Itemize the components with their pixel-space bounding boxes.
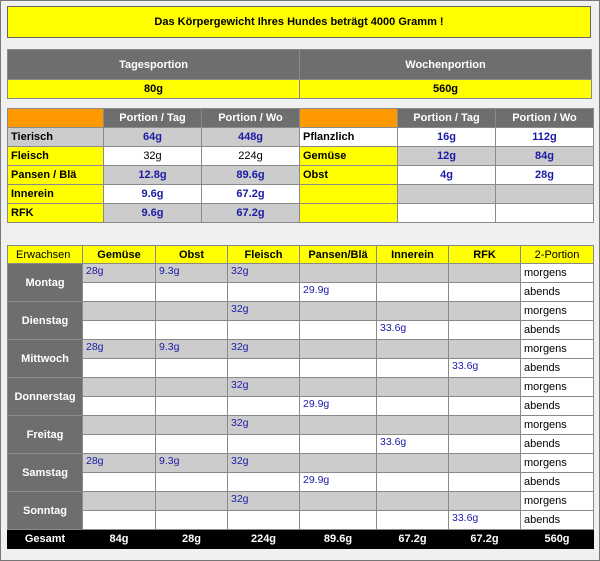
animal-row-day: 12.8g — [104, 166, 202, 185]
animal-row-day: 32g — [104, 147, 202, 166]
plan-cell — [377, 283, 449, 302]
animal-row-week: 67.2g — [202, 185, 300, 204]
plan-cell — [449, 397, 521, 416]
plan-cell — [228, 435, 300, 454]
day-name: Montag — [8, 264, 83, 302]
animal-row-label: RFK — [8, 204, 104, 223]
plan-cell — [156, 397, 228, 416]
plan-cell: 9.3g — [156, 340, 228, 359]
plant-row-week: 28g — [496, 166, 594, 185]
daily-portion-header: Tagesportion — [8, 50, 300, 80]
animal-row-label: Pansen / Blä — [8, 166, 104, 185]
plan-cell — [300, 340, 377, 359]
plan-cell — [83, 283, 156, 302]
plan-cell — [83, 416, 156, 435]
portion-time-label: morgens — [521, 378, 594, 397]
plan-cell — [83, 492, 156, 511]
portion-time-label: morgens — [521, 302, 594, 321]
plan-cell — [83, 302, 156, 321]
plan-cell — [228, 397, 300, 416]
plan-cell: 29.9g — [300, 473, 377, 492]
plan-cell: 32g — [228, 302, 300, 321]
plan-cell — [449, 340, 521, 359]
plan-cell: 28g — [83, 264, 156, 283]
day-name: Mittwoch — [8, 340, 83, 378]
plan-cell — [83, 321, 156, 340]
plan-row-evening — [8, 473, 594, 492]
animal-row-week: 89.6g — [202, 166, 300, 185]
plan-row-morning — [8, 340, 594, 359]
portion-summary — [7, 49, 592, 99]
plan-cell: 32g — [228, 378, 300, 397]
plant-row-week: 112g — [496, 128, 594, 147]
animal-row-day: 64g — [104, 128, 202, 147]
plan-cell — [300, 435, 377, 454]
plan-row-evening — [8, 397, 594, 416]
plan-cell — [156, 416, 228, 435]
plan-cell — [449, 454, 521, 473]
plan-cell — [83, 473, 156, 492]
animal-row-day: 9.6g — [104, 204, 202, 223]
plan-cell — [377, 264, 449, 283]
plan-cell — [156, 283, 228, 302]
plan-cell — [449, 416, 521, 435]
plan-cell — [449, 321, 521, 340]
plan-cell — [377, 492, 449, 511]
plan-header-obst: Obst — [156, 246, 228, 264]
weekly-plan-table — [7, 245, 594, 549]
plan-cell: 33.6g — [377, 321, 449, 340]
total-rfk: 67.2g — [449, 530, 521, 549]
plan-cell: 32g — [228, 340, 300, 359]
plant-empty-label — [300, 204, 398, 223]
plan-row-evening — [8, 511, 594, 530]
plan-cell: 32g — [228, 264, 300, 283]
portion-time-label: morgens — [521, 416, 594, 435]
animal-row-label: Fleisch — [8, 147, 104, 166]
plan-row-morning — [8, 492, 594, 511]
total-gemuese: 84g — [83, 530, 156, 549]
portion-time-label: morgens — [521, 492, 594, 511]
plan-cell — [377, 378, 449, 397]
plant-row-day: 12g — [398, 147, 496, 166]
plan-cell — [300, 359, 377, 378]
day-name: Dienstag — [8, 302, 83, 340]
plan-row-evening — [8, 321, 594, 340]
plan-cell: 28g — [83, 454, 156, 473]
plan-cell: 33.6g — [449, 511, 521, 530]
plan-header-fleisch: Fleisch — [228, 246, 300, 264]
plan-cell: 33.6g — [449, 359, 521, 378]
plan-cell — [156, 492, 228, 511]
total-innerein: 67.2g — [377, 530, 449, 549]
total-2-portion: 560g — [521, 530, 594, 549]
portion-time-label: abends — [521, 511, 594, 530]
plan-cell — [377, 302, 449, 321]
total-label: Gesamt — [8, 530, 83, 549]
plan-cell: 29.9g — [300, 397, 377, 416]
plan-cell — [300, 492, 377, 511]
plan-row-evening — [8, 435, 594, 454]
total-pansen: 89.6g — [300, 530, 377, 549]
plant-col-week: Portion / Wo — [496, 109, 594, 128]
plan-cell — [300, 302, 377, 321]
portion-time-label: abends — [521, 473, 594, 492]
plan-cell — [449, 302, 521, 321]
animal-row-week: 224g — [202, 147, 300, 166]
weekly-portion-value: 560g — [300, 80, 592, 99]
animal-row-week: 448g — [202, 128, 300, 147]
plan-cell — [228, 473, 300, 492]
plan-header-2-portion: 2-Portion — [521, 246, 594, 264]
plan-cell — [228, 511, 300, 530]
day-name: Sonntag — [8, 492, 83, 530]
plant-empty-cell — [496, 204, 594, 223]
day-name: Freitag — [8, 416, 83, 454]
plan-cell — [83, 511, 156, 530]
plan-cell — [449, 473, 521, 492]
plant-col-day: Portion / Tag — [398, 109, 496, 128]
plan-cell — [228, 321, 300, 340]
plant-row-label: Gemüse — [300, 147, 398, 166]
plan-header-rfk: RFK — [449, 246, 521, 264]
animal-col-week: Portion / Wo — [202, 109, 300, 128]
title-bar — [7, 6, 591, 38]
portion-time-label: abends — [521, 397, 594, 416]
plan-row-morning — [8, 264, 594, 283]
plan-header-erwachsen: Erwachsen — [8, 246, 83, 264]
plant-row-week: 84g — [496, 147, 594, 166]
plan-cell — [228, 359, 300, 378]
portion-time-label: abends — [521, 283, 594, 302]
plan-cell — [83, 397, 156, 416]
plan-cell — [377, 473, 449, 492]
portion-time-label: morgens — [521, 340, 594, 359]
plan-cell — [377, 416, 449, 435]
animal-row-week: 67.2g — [202, 204, 300, 223]
plant-empty-label — [300, 185, 398, 204]
day-name: Donnerstag — [8, 378, 83, 416]
plan-cell: 32g — [228, 492, 300, 511]
plan-cell: 28g — [83, 340, 156, 359]
plan-cell — [156, 302, 228, 321]
breakdown-table — [7, 108, 594, 223]
animal-row-label: Innerein — [8, 185, 104, 204]
plan-cell: 9.3g — [156, 454, 228, 473]
plan-cell — [377, 397, 449, 416]
plan-cell: 32g — [228, 454, 300, 473]
plan-cell: 29.9g — [300, 283, 377, 302]
plan-row-morning — [8, 302, 594, 321]
plan-cell — [83, 378, 156, 397]
page-title: Das Körpergewicht Ihres Hundes beträgt 4000 Gramm ! — [154, 16, 444, 28]
plan-cell — [449, 283, 521, 302]
total-obst: 28g — [156, 530, 228, 549]
portion-time-label: abends — [521, 435, 594, 454]
plan-cell — [83, 359, 156, 378]
portion-time-label: abends — [521, 359, 594, 378]
plan-row-morning — [8, 378, 594, 397]
weekly-portion-header: Wochenportion — [300, 50, 592, 80]
plan-row-evening — [8, 359, 594, 378]
animal-col-day: Portion / Tag — [104, 109, 202, 128]
plan-cell — [228, 283, 300, 302]
plan-cell — [300, 454, 377, 473]
plan-cell — [300, 264, 377, 283]
plan-cell — [449, 378, 521, 397]
plan-cell — [300, 321, 377, 340]
plan-cell — [156, 511, 228, 530]
plant-row-label: Obst — [300, 166, 398, 185]
plan-header-innerein: Innerein — [377, 246, 449, 264]
plan-cell — [300, 511, 377, 530]
plant-empty-cell — [398, 185, 496, 204]
plan-cell — [377, 340, 449, 359]
plan-cell — [156, 435, 228, 454]
plan-row-morning — [8, 416, 594, 435]
plan-cell: 32g — [228, 416, 300, 435]
plan-cell — [300, 378, 377, 397]
plan-cell — [377, 454, 449, 473]
portion-time-label: morgens — [521, 454, 594, 473]
plan-row-morning — [8, 454, 594, 473]
plan-cell — [449, 435, 521, 454]
plan-header-pansen: Pansen/Blä — [300, 246, 377, 264]
plan-cell: 33.6g — [377, 435, 449, 454]
animal-row-label: Tierisch — [8, 128, 104, 147]
plant-row-day: 16g — [398, 128, 496, 147]
plant-row-day: 4g — [398, 166, 496, 185]
plan-cell — [156, 473, 228, 492]
plan-cell — [83, 435, 156, 454]
plan-cell — [449, 264, 521, 283]
plan-row-evening — [8, 283, 594, 302]
total-fleisch: 224g — [228, 530, 300, 549]
portion-time-label: morgens — [521, 264, 594, 283]
animal-row-day: 9.6g — [104, 185, 202, 204]
plan-cell — [377, 511, 449, 530]
plan-header-gemuese: Gemüse — [83, 246, 156, 264]
plan-cell — [156, 359, 228, 378]
plant-empty-cell — [398, 204, 496, 223]
plan-cell — [377, 359, 449, 378]
portion-time-label: abends — [521, 321, 594, 340]
plant-row-label: Pflanzlich — [300, 128, 398, 147]
plan-cell — [156, 378, 228, 397]
plan-cell — [449, 492, 521, 511]
animal-header-blank — [8, 109, 104, 128]
plant-empty-cell — [496, 185, 594, 204]
plan-cell — [156, 321, 228, 340]
daily-portion-value: 80g — [8, 80, 300, 99]
plan-cell: 9.3g — [156, 264, 228, 283]
plant-header-blank — [300, 109, 398, 128]
day-name: Samstag — [8, 454, 83, 492]
plan-cell — [300, 416, 377, 435]
